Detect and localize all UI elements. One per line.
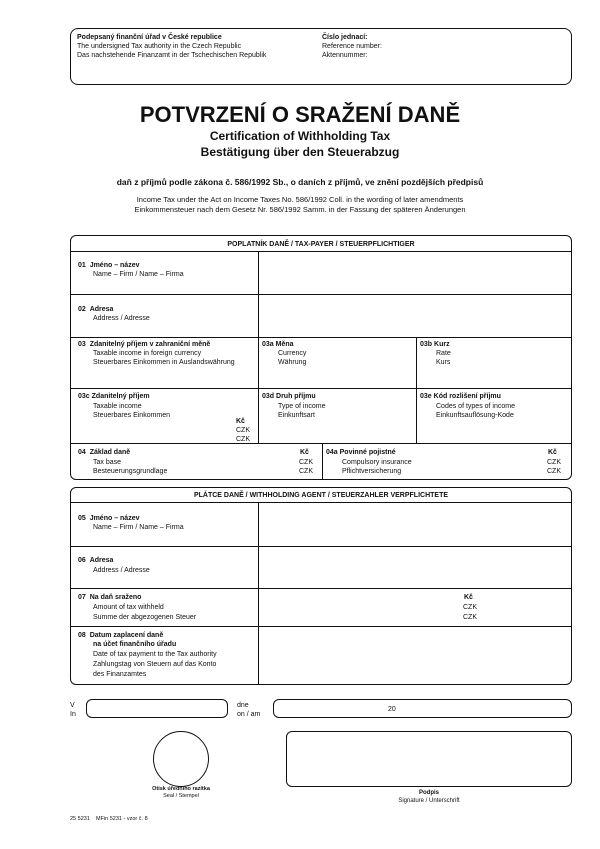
law-de: Einkommensteuer nach dem Gesetz Nr. 586/1992 Samm. in der Fassung der späteren Änderungen (134, 205, 466, 214)
taxpayer-name-field[interactable] (259, 252, 571, 293)
field-02-sublabel: Address / Adresse (93, 315, 150, 322)
field-08-de: Zahlungstag von Steuern auf das Konto (93, 661, 217, 668)
field-08-label: 08 Datum zaplacení daně (78, 632, 164, 639)
signature-box[interactable] (286, 731, 572, 787)
field-03b-label: 03b Kurz (420, 341, 450, 348)
field-01-sublabel: Name – Firm / Name – Firma (93, 271, 184, 278)
field-04a-currency: Kč (548, 449, 557, 456)
field-03e-de: Einkunftsauflösung-Kode (436, 412, 514, 419)
law-en: Income Tax under the Act on Income Taxes No. 586/1992 Coll. in the wording of later amendments (136, 195, 464, 204)
reference-label-de: Aktennummer: (322, 52, 368, 59)
date-input[interactable] (273, 699, 572, 718)
field-03d-en: Type of income (278, 403, 326, 410)
field-04-en: Tax base (93, 459, 122, 466)
date-label-en: on / am (237, 711, 261, 718)
field-04a-czk: CZK (547, 459, 561, 466)
field-04-de: Besteuerungsgrundlage (93, 468, 168, 475)
agent-name-field[interactable] (259, 503, 571, 545)
field-03c-czk-2: CZK (236, 436, 250, 443)
field-04a-en: Compulsory insurance (342, 459, 412, 466)
field-03b-en: Rate (436, 350, 451, 357)
field-07-de: Summe der abgezogenen Steuer (93, 614, 197, 621)
field-06-label: 06 Adresa (78, 557, 114, 564)
field-05-sublabel: Name – Firm / Name – Firma (93, 524, 184, 531)
field-08-label-2: na účet finančního úřadu (93, 641, 177, 648)
field-03e-en: Codes of types of income (436, 403, 515, 410)
field-03c-currency: Kč (236, 418, 245, 425)
field-03-de: Steuerbares Einkommen in Auslandswährung (93, 359, 235, 366)
field-07-en: Amount of tax withheld (93, 604, 164, 611)
field-04a-czk-2: CZK (547, 468, 561, 475)
page-title: POTVRZENÍ O SRAŽENÍ DANĚ (139, 102, 461, 127)
field-04-label: 04 Základ daně (78, 449, 131, 456)
agent-heading: PLÁTCE DANĚ / WITHHOLDING AGENT / STEUERZAHLER VERPFLICHTETE (193, 492, 449, 499)
field-03a-de: Währung (278, 359, 307, 366)
field-03d-label: 03d Druh příjmu (262, 393, 316, 400)
field-04a-de: Pflichtversicherung (342, 468, 402, 475)
field-04a-label: 04a Povinné pojistné (326, 449, 396, 456)
field-04-czk: CZK (299, 459, 313, 466)
field-07-czk: CZK (463, 604, 477, 611)
agent-address-field[interactable] (259, 547, 571, 587)
form-code: 25 5231 MFin 5231 - vzor č. 8 (70, 816, 148, 822)
field-03e-label: 03e Kód rozlišení příjmu (420, 393, 501, 400)
field-01-label: 01 Jméno – název (78, 262, 140, 269)
place-input[interactable] (86, 699, 228, 718)
field-03-label: 03 Zdanitelný příjem v zahraniční měně (78, 341, 211, 348)
field-05-label: 05 Jméno – název (78, 515, 140, 522)
tax-withheld-field[interactable] (259, 589, 571, 625)
signature-label-en: Signature / Unterschrift (398, 798, 460, 804)
field-06-sublabel: Address / Adresse (93, 567, 150, 574)
authority-en: The undersigned Tax authority in the Czech Republic (77, 43, 242, 50)
field-04-currency: Kč (300, 449, 309, 456)
taxpayer-heading: POPLATNÍK DANĚ / TAX-PAYER / STEUERPFLICHTIGER (227, 241, 415, 248)
field-07-czk-2: CZK (463, 614, 477, 621)
taxpayer-address-field[interactable] (259, 295, 571, 336)
field-03b-de: Kurs (436, 359, 451, 366)
place-label-cz: V (70, 702, 75, 709)
reference-label-cz: Číslo jednací: (322, 34, 368, 41)
seal-circle (153, 731, 209, 787)
place-label-en: In (70, 711, 76, 718)
field-03-en: Taxable income in foreign currency (93, 350, 202, 357)
date-year: 20 (388, 706, 396, 713)
field-08-en: Date of tax payment to the Tax authority (93, 651, 217, 658)
payment-date-field[interactable] (259, 627, 571, 684)
authority-cz: Podepsaný finanční úřad v České republice (77, 34, 222, 41)
field-02-label: 02 Adresa (78, 306, 114, 313)
field-08-de-2: des Finanzamtes (93, 671, 147, 678)
law-cz: daň z příjmů podle zákona č. 586/1992 Sb., o daních z příjmů, ve znění pozdějších předpisů (116, 177, 484, 187)
field-03c-czk: CZK (236, 427, 250, 434)
field-07-label: 07 Na daň sraženo (78, 594, 142, 601)
field-03d-de: Einkunftsart (278, 412, 315, 419)
authority-de: Das nachstehende Finanzamt in der Tschechischen Republik (77, 52, 267, 59)
date-label-cz: dne (237, 702, 249, 709)
field-03c-de: Steuerbares Einkommen (93, 412, 171, 419)
field-04-czk-2: CZK (299, 468, 313, 475)
reference-label-en: Reference number: (322, 43, 382, 50)
title-en: Certification of Withholding Tax (209, 129, 391, 143)
signature-label-cz: Podpis (418, 790, 439, 796)
field-03c-label: 03c Zdanitelný příjem (78, 393, 150, 400)
field-07-currency: Kč (464, 594, 473, 601)
seal-label-en: Seal / Stempel (163, 793, 199, 799)
field-03c-en: Taxable income (93, 403, 142, 410)
title-de: Bestätigung über den Steuerabzug (200, 145, 400, 159)
field-03a-label: 03a Měna (262, 341, 294, 348)
seal-label-cz: Otisk úředního razítka (152, 786, 210, 792)
field-03a-en: Currency (278, 350, 307, 357)
